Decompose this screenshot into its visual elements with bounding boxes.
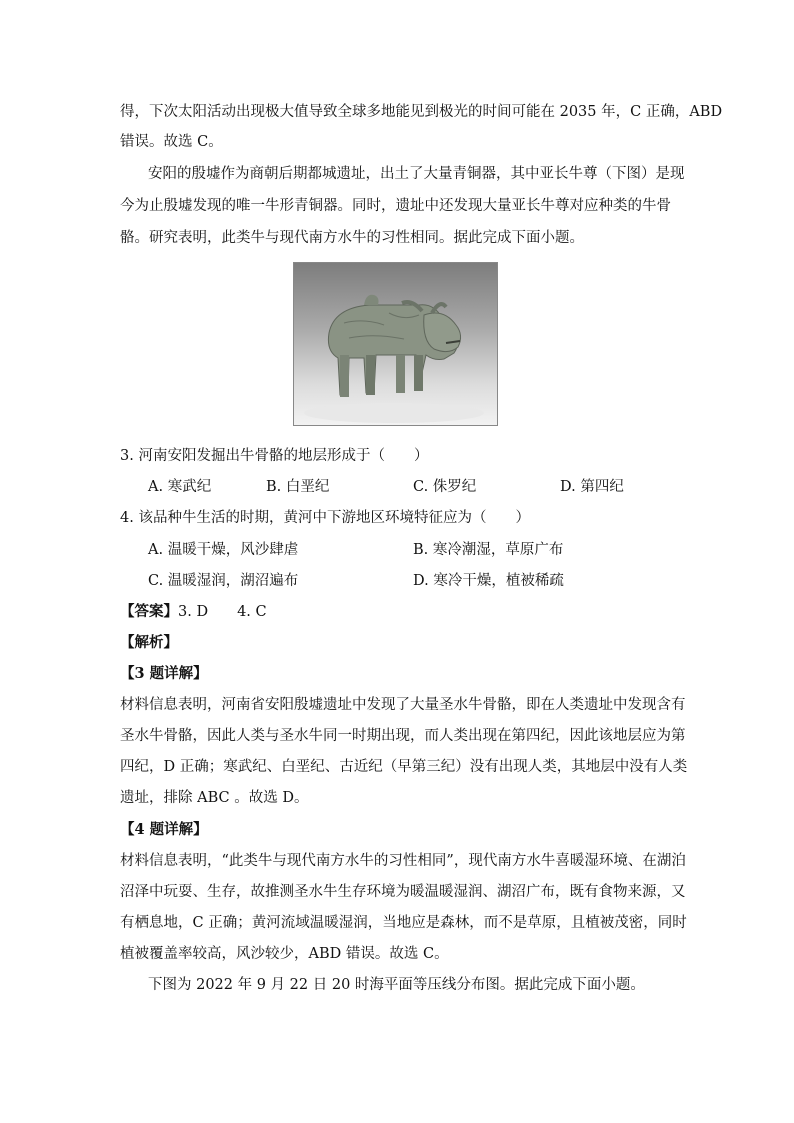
paragraph-line: 今为止殷墟发现的唯一牛形青铜器。同时，遗址中还发现大量亚长牛尊对应种类的牛骨 bbox=[120, 198, 671, 214]
q3-detail-line: 材料信息表明，河南省安阳殷墟遗址中发现了大量圣水牛骨骼，即在人类遗址中发现含有 bbox=[120, 697, 686, 713]
q4-detail-line: 植被覆盖率较高，风沙较少，ABD 错误。故选 C。 bbox=[120, 946, 449, 962]
paragraph-line: 得，下次太阳活动出现极大值导致全球多地能见到极光的时间可能在 2035 年，C 正确，ABD bbox=[120, 104, 723, 120]
q4-detail-line: 材料信息表明，“此类牛与现代南方水牛的习性相同”，现代南方水牛喜暖湿环境、在湖泊 bbox=[120, 853, 686, 869]
q3-option-c: C. 侏罗纪 bbox=[413, 479, 477, 495]
paragraph-line: 骼。研究表明，此类牛与现代南方水牛的习性相同。据此完成下面小题。 bbox=[120, 230, 584, 246]
q3-option-a: A. 寒武纪 bbox=[148, 479, 212, 495]
question-4-stem: 4. 该品种牛生活的时期，黄河中下游地区环境特征应为（ ） bbox=[120, 510, 530, 526]
q3-detail-line: 遗址，排除 ABC 。故选 D。 bbox=[120, 790, 309, 806]
answer-label: 【答案】 bbox=[120, 603, 178, 620]
q4-detail-line: 有栖息地，C 正确；黄河流域温暖湿润，当地应是森林，而不是草原，且植被茂密，同时 bbox=[120, 915, 687, 931]
analysis-label: 【解析】 bbox=[120, 634, 178, 651]
q4-detail-label: 【4 题详解】 bbox=[120, 821, 208, 838]
q4-option-c: C. 温暖湿润，湖沼遍布 bbox=[148, 573, 299, 589]
q3-detail-line: 圣水牛骨骼，因此人类与圣水牛同一时期出现，而人类出现在第四纪，因此该地层应为第 bbox=[120, 728, 686, 744]
q4-option-b: B. 寒冷潮湿，草原广布 bbox=[413, 542, 564, 558]
q3-detail-line: 四纪，D 正确；寒武纪、白垩纪、古近纪（早第三纪）没有出现人类，其地层中没有人类 bbox=[120, 759, 688, 775]
paragraph-line: 错误。故选 C。 bbox=[120, 134, 223, 150]
q4-detail-line: 沼泽中玩耍、生存，故推测圣水牛生存环境为暖温暖湿润、湖沼广布，既有食物来源，又 bbox=[120, 884, 686, 900]
bronze-ox-icon bbox=[294, 263, 497, 425]
q4-option-d: D. 寒冷干燥，植被稀疏 bbox=[413, 573, 564, 589]
next-question-intro: 下图为 2022 年 9 月 22 日 20 时海平面等压线分布图。据此完成下面小题。 bbox=[148, 977, 645, 993]
answer-line bbox=[120, 602, 680, 622]
paragraph-line: 安阳的殷墟作为商朝后期都城遗址，出土了大量青铜器，其中亚长牛尊（下图）是现 bbox=[148, 166, 685, 182]
question-3-stem: 3. 河南安阳发掘出牛骨骼的地层形成于（ ） bbox=[120, 448, 429, 464]
answer-value: 3. D 4. C bbox=[178, 604, 267, 620]
q3-option-d: D. 第四纪 bbox=[560, 479, 624, 495]
bronze-ox-vessel-photo bbox=[293, 262, 498, 426]
q4-option-a: A. 温暖干燥，风沙肆虐 bbox=[148, 542, 299, 558]
q3-detail-label: 【3 题详解】 bbox=[120, 665, 208, 682]
q3-option-b: B. 白垩纪 bbox=[266, 479, 330, 495]
